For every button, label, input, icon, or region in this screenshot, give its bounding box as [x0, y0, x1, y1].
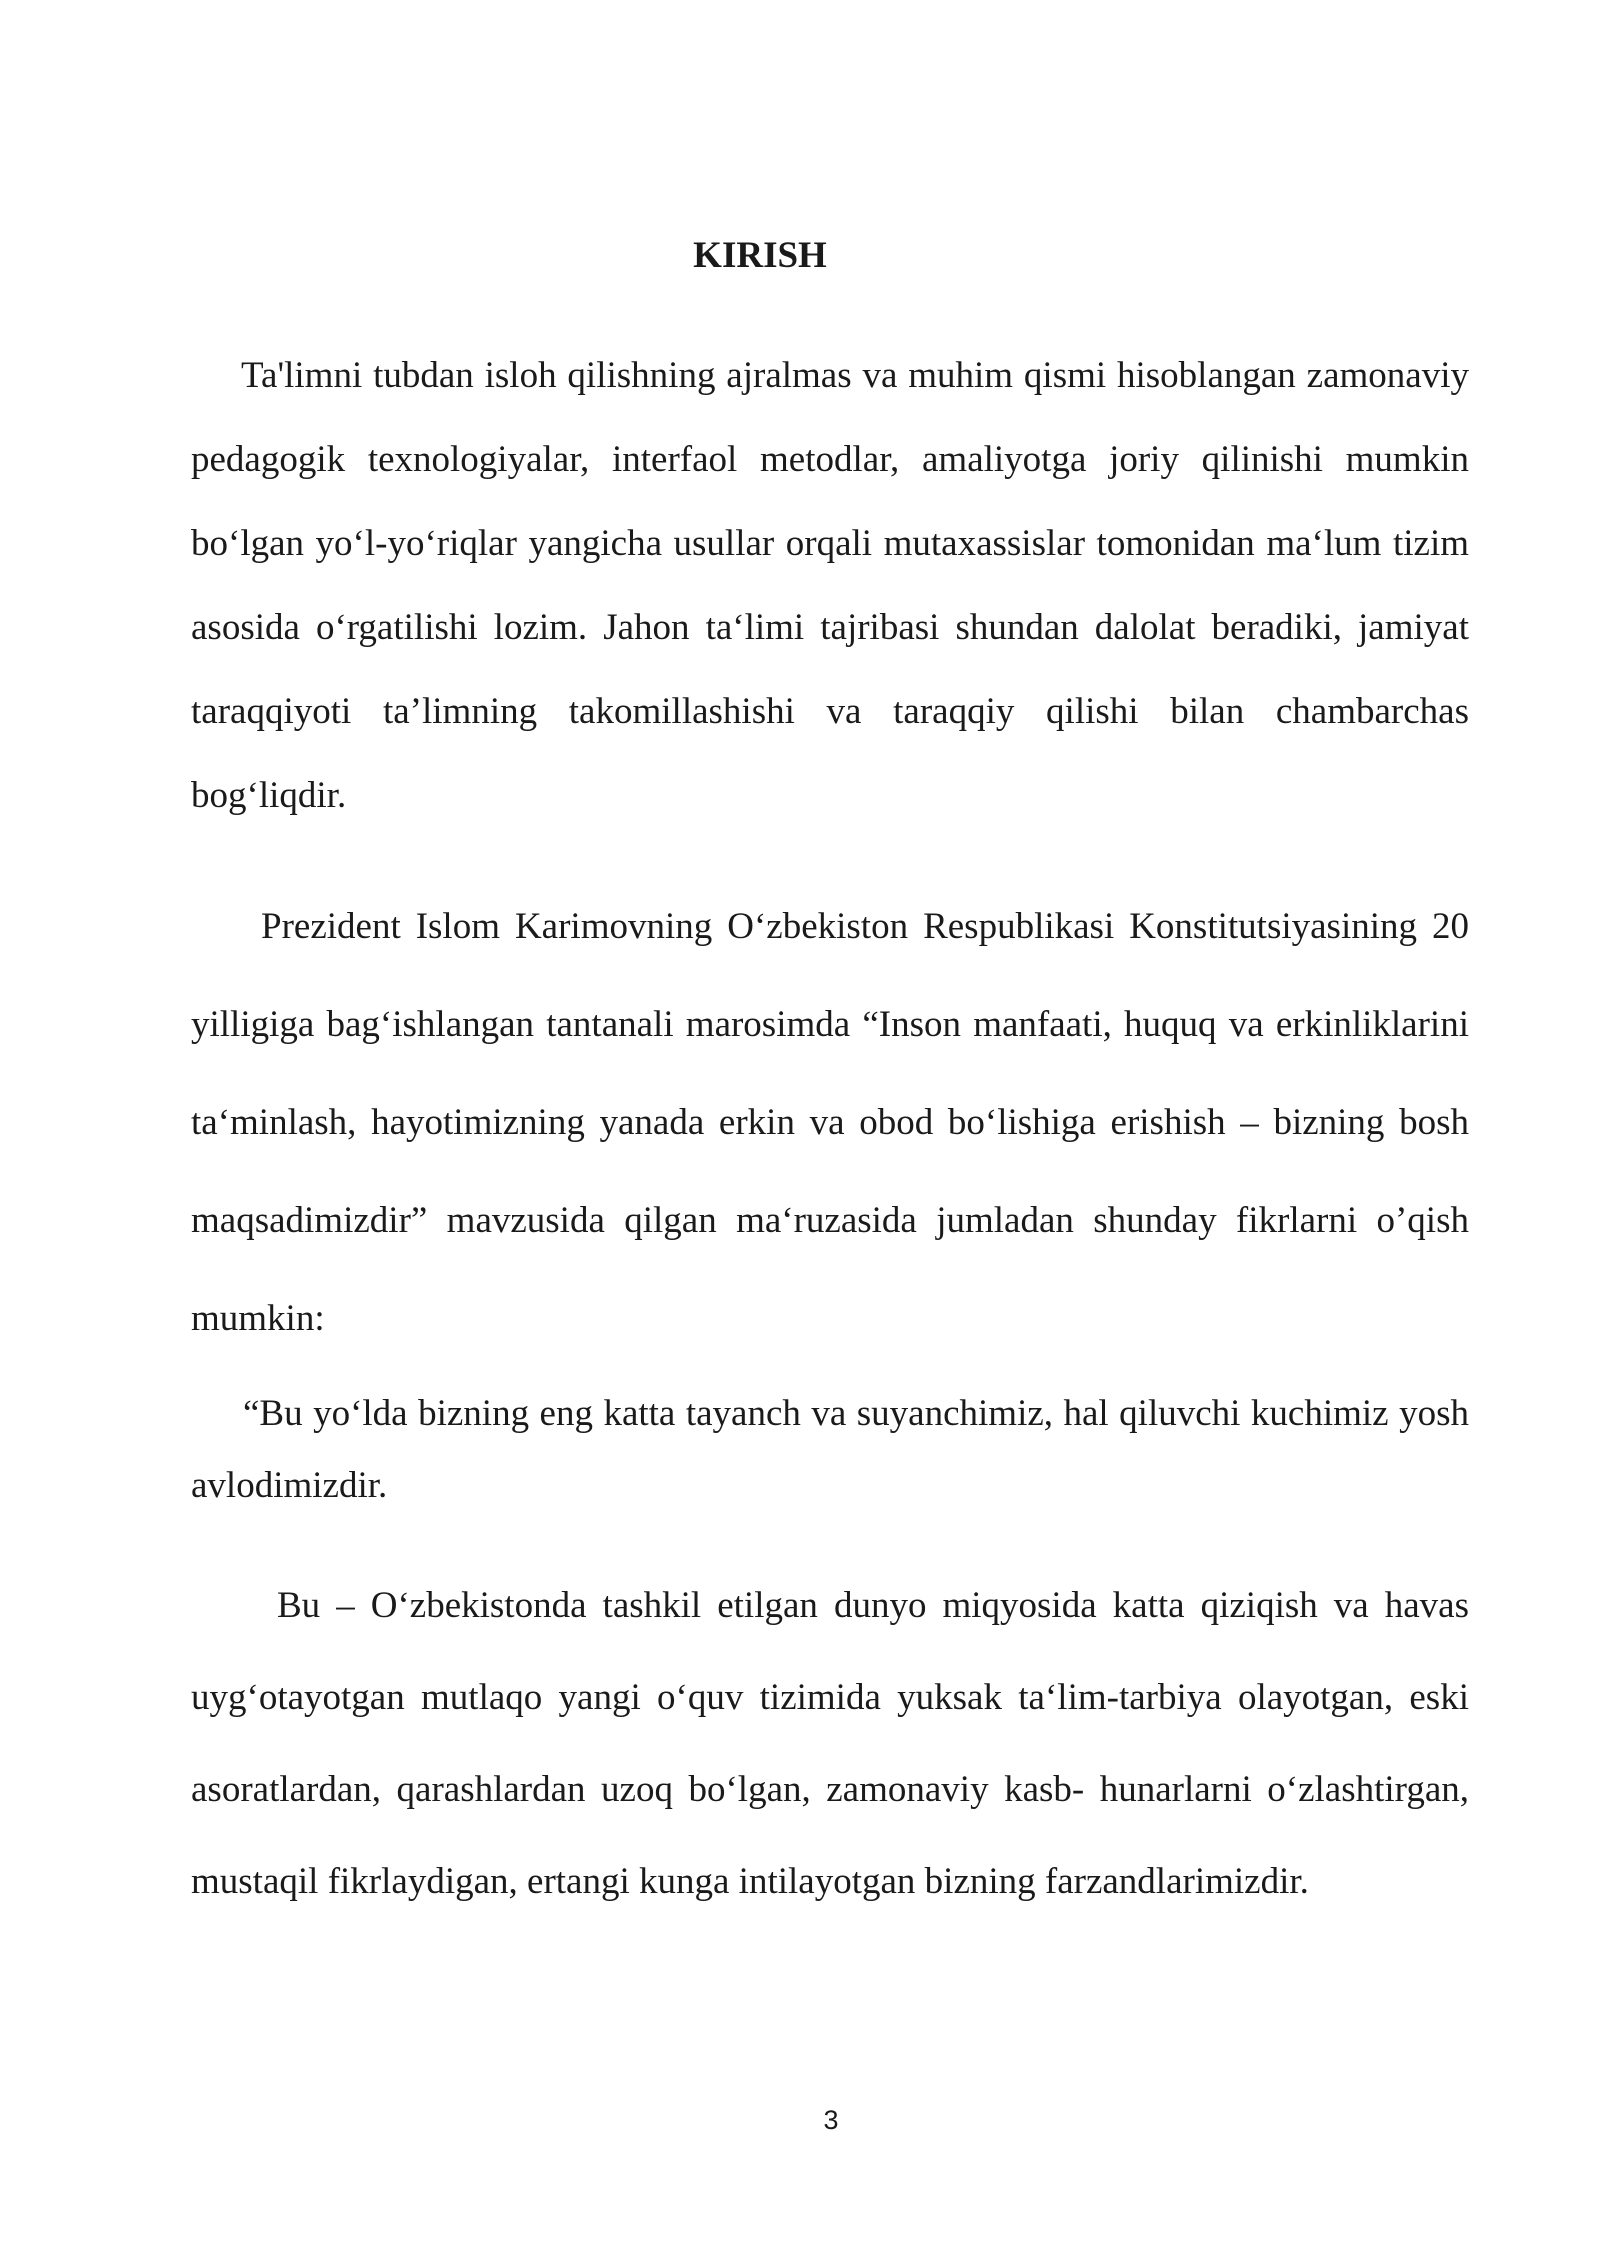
paragraph-president-speech: Prezident Islom Karimovning Oʻzbekiston Respublikasi Konstitutsiyasining 20 yilligiga bagʻishlangan tantanali marosimda “Inson manfaati, huquq va erkinliklarini taʻminlash, hayotimizning yanada erkin va obod boʻlishiga erishish – bizning bosh maqsadimizdir” mavzusida qilgan maʻruzasida jumladan shunday fikrlarni o’qish mumkin: [191, 906, 1469, 1339]
paragraph-intro: Ta'limni tubdan isloh qilishning ajralmas va muhim qismi hisoblangan zamonaviy pedagogik texnologiyalar, interfaol metodlar, amaliyotga joriy qilinishi mumkin boʻlgan yoʻl-yoʻriqlar yangicha usullar orqali mutaxassislar tomonidan maʻlum tizim asosida oʻrgatilishi lozim. Jahon taʻlimi tajribasi shundan dalolat beradiki, jamiyat taraqqiyoti ta’limning takomillashishi va taraqqiy qilishi bilan chambarchas bogʻliqdir. [191, 355, 1469, 816]
paragraph-quote-youth: “Bu yoʻlda bizning eng katta tayanch va suyanchimiz, hal qiluvchi kuchimiz yosh avlodimizdir. [191, 1393, 1469, 1506]
section-title: KIRISH [693, 235, 827, 276]
page-number: 3 [823, 2105, 839, 2135]
paragraph-quote-children: Bu – Oʻzbekistonda tashkil etilgan dunyo miqyosida katta qiziqish va havas uygʻotayotgan mutlaqo yangi oʻquv tizimida yuksak taʻlim-tarbiya olayotgan, eski asoratlardan, qarashlardan uzoq boʻlgan, zamonaviy kasb- hunarlarni oʻzlashtirgan, mustaqil fikrlaydigan, ertangi kunga intilayotgan bizning farzandlarimizdir. [191, 1585, 1469, 1902]
